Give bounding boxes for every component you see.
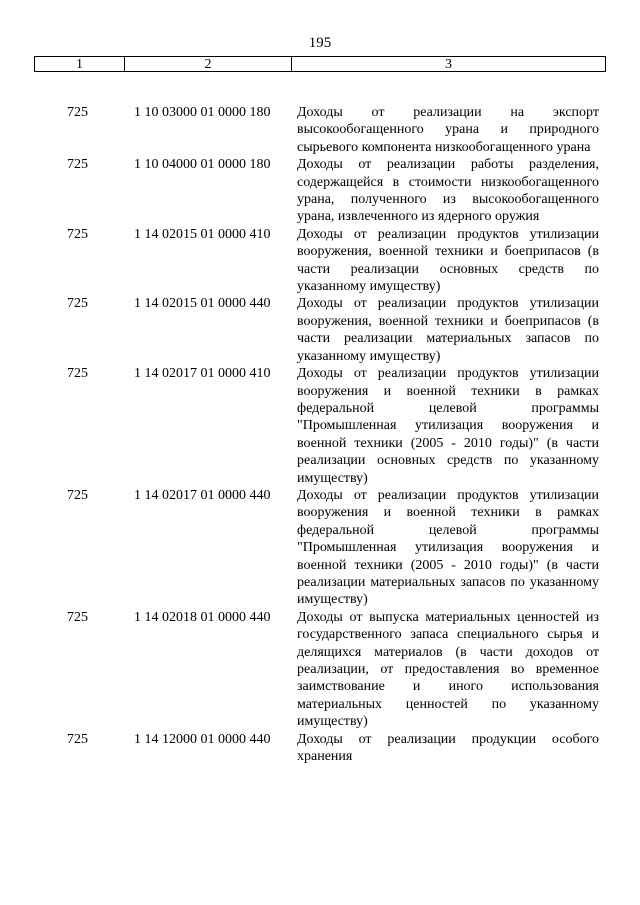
admin-code: 725 [67, 226, 88, 242]
income-name: Доходы от реализации продуктов утилизации вооружения и военной техники в рамках федеральной целевой программы "Промышленная утилизация вооружения и военной техники (2005 - 2010 годы)" (в части реализации материальных запасов по указанному имуществу) [297, 487, 599, 608]
budget-code: 1 14 02018 01 0000 440 [134, 609, 271, 625]
admin-code: 725 [67, 731, 88, 747]
header-col-1: 1 [35, 57, 125, 71]
budget-code: 1 14 02017 01 0000 410 [134, 366, 271, 382]
table-row [0, 295, 640, 365]
income-name: Доходы от реализации продуктов утилизации вооружения, военной техники и боеприпасов (в части реализации основных средств по указанному имуществу) [297, 226, 599, 295]
admin-code: 725 [67, 366, 88, 382]
header-col-3: 3 [445, 57, 452, 72]
admin-code: 725 [67, 157, 88, 173]
income-name: Доходы от реализации продукции особого хранения [297, 731, 599, 765]
table-row [0, 609, 640, 731]
income-name: Доходы от реализации на экспорт высокообогащенного урана и природного сырьевого компонента низкообогащенного урана [297, 105, 599, 155]
header-col-2: 2 [125, 57, 292, 71]
admin-code: 725 [67, 487, 88, 503]
page-number: 195 [308, 35, 332, 51]
table-row [0, 731, 640, 766]
income-name: Доходы от реализации работы разделения, содержащейся в стоимости низкообогащенного урана, полученного из высокообогащенного урана, извлеченного из ядерного оружия [297, 157, 599, 225]
budget-code: 1 14 12000 01 0000 440 [134, 731, 271, 747]
table-row [0, 226, 640, 296]
budget-code: 1 14 02015 01 0000 440 [134, 296, 271, 312]
table-row [0, 104, 640, 156]
table-row [0, 365, 640, 487]
table-header [34, 56, 606, 72]
income-name: Доходы от реализации продуктов утилизации вооружения и военной техники в рамках федеральной целевой программы "Промышленная утилизация вооружения и военной техники (2005 - 2010 годы)" (в части реализации основных средств по указанному имуществу) [297, 366, 599, 486]
table-row [0, 156, 640, 226]
table-body [0, 104, 640, 765]
table-row [0, 487, 640, 609]
admin-code: 725 [67, 105, 88, 120]
budget-code: 1 10 03000 01 0000 180 [134, 105, 271, 120]
budget-code: 1 14 02017 01 0000 440 [134, 487, 271, 503]
budget-code: 1 10 04000 01 0000 180 [134, 157, 271, 173]
admin-code: 725 [67, 609, 88, 625]
income-name: Доходы от выпуска материальных ценностей из государственного запаса специального сырья и делящихся материалов (в части доходов от реализации, от предоставления во временное заимствование и иного использования материальных ценностей по указанному имуществу) [297, 609, 599, 730]
admin-code: 725 [67, 296, 88, 312]
income-name: Доходы от реализации продуктов утилизации вооружения, военной техники и боеприпасов (в части реализации материальных запасов по указанному имуществу) [297, 296, 599, 364]
budget-code: 1 14 02015 01 0000 410 [134, 226, 271, 242]
